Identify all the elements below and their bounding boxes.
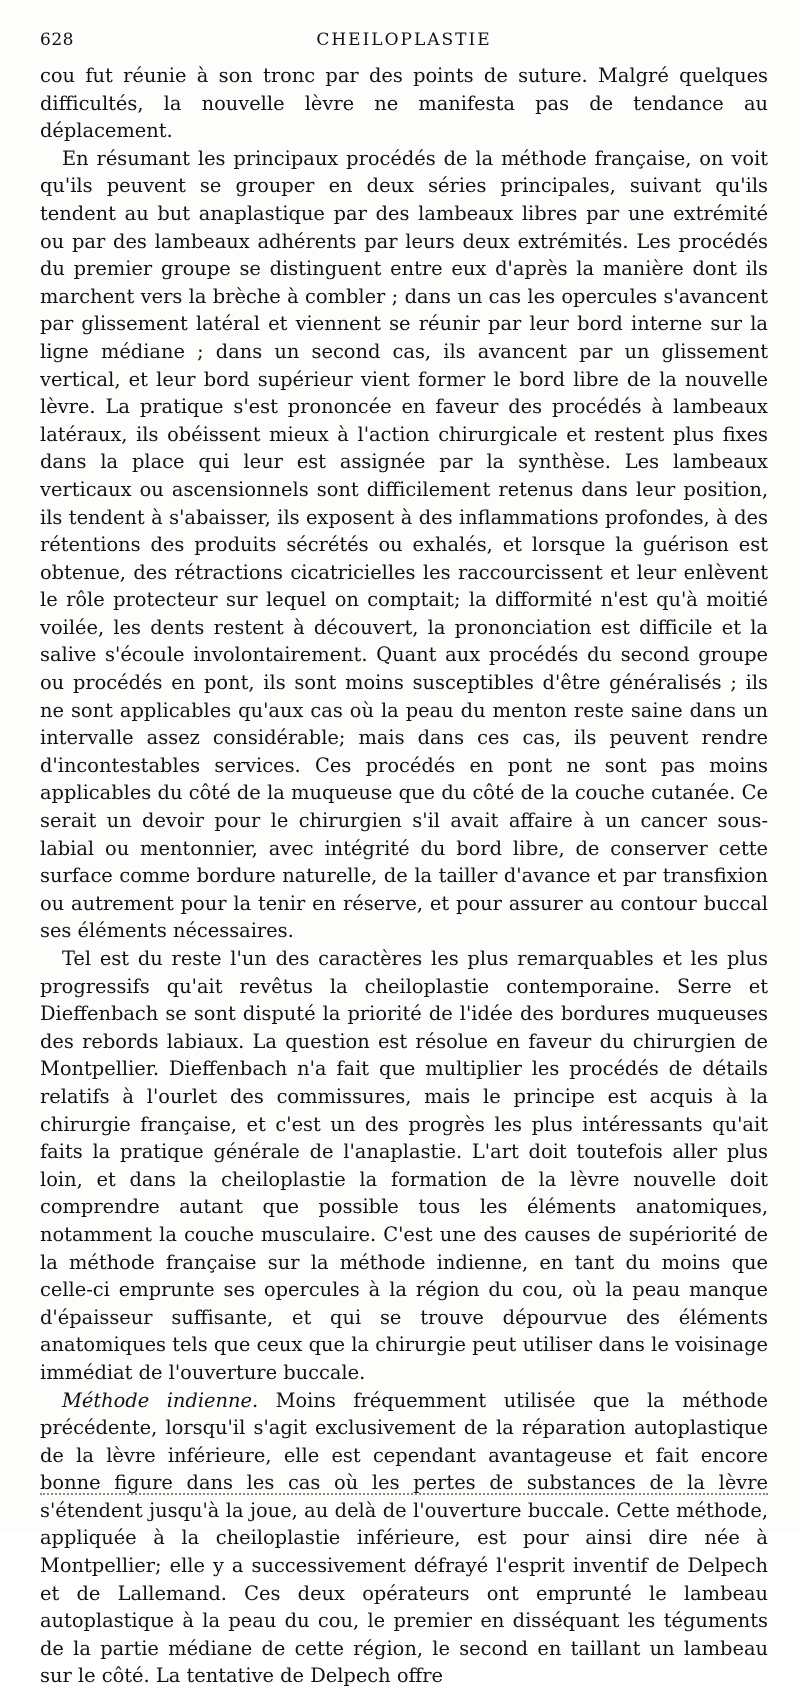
paragraph: Tel est du reste l'un des caractères les plus remarquables et les plus progressifs qu'ait revêtus la cheiloplastie contemporaine. Serre et Dieffenbach se sont disputé la priorité de l'idée des bordures muqueuses des rebords labiaux. La question est résolue en faveur du chirurgien de Montpellier. Dieffenbach n'a fait que multiplier les procédés de détails relatifs à l'ourlet des commissures, mais le principe est acquis à la chirurgie française, et c'est un des progrès les plus intéressants qu'ait faits la pratique générale de l'anaplastie. L'art doit toutefois aller plus loin, et dans la cheiloplastie la formation de la lèvre nouvelle doit comprendre autant que possible tous les éléments anatomiques, notamment la couche musculaire. C'est une des causes de supériorité de la méthode française sur la méthode indienne, en tant du moins que celle-ci emprunte ses opercules à la région du cou, où la peau manque d'épaisseur suffisante, et qui se trouve dépourvue des éléments anatomiques tels que ceux que la chirurgie peut utiliser dans le voisinage immédiat de l'ouverture buccale. — [40, 945, 768, 1387]
page-number: 628 — [40, 30, 74, 50]
page-header — [40, 30, 768, 60]
paragraph: cou fut réunie à son tronc par des points de suture. Malgré quelques difficultés, la nouvelle lèvre ne manifesta pas de tendance au déplacement. — [40, 62, 768, 145]
section-heading: Méthode indienne. — [62, 1389, 258, 1412]
body-text — [40, 62, 768, 1690]
footer-rule — [40, 1493, 768, 1495]
running-title: CHEILOPLASTIE — [40, 30, 768, 50]
paragraph: En résumant les principaux procédés de la méthode française, on voit qu'ils peuvent se grouper en deux séries principales, suivant qu'ils tendent au but anaplastique par des lambeaux libres par une extrémité ou par des lambeaux adhérents par leurs deux extrémités. Les procédés du premier groupe se distinguent entre eux d'après la manière dont ils marchent vers la brèche à combler ; dans un cas les opercules s'avancent par glissement latéral et viennent se réunir par leur bord interne sur la ligne médiane ; dans un second cas, ils avancent par un glissement vertical, et leur bord supérieur vient former le bord libre de la nouvelle lèvre. La pratique s'est prononcée en faveur des procédés à lambeaux latéraux, ils obéissent mieux à l'action chirurgicale et restent plus fixes dans la place qui leur est assignée par la synthèse. Les lambeaux verticaux ou ascensionnels sont difficilement retenus dans leur position, ils tendent à s'abaisser, ils exposent à des inflammations profondes, à des rétentions des produits sécrétés ou exhalés, et lorsque la guérison est obtenue, des rétractions cicatricielles les raccourcissent et leur enlèvent le rôle protecteur sur lequel on comptait; la difformité n'est qu'à moitié voilée, les dents restent à découvert, la prononciation est difficile et la salive s'écoule involontairement. Quant aux procédés du second groupe ou procédés en pont, ils sont moins susceptibles d'être généralisés ; ils ne sont applicables qu'aux cas où la peau du menton reste saine dans un intervalle assez considérable; mais dans ces cas, ils peuvent rendre d'incontestables services. Ces procédés en pont ne sont pas moins applicables du côté de la muqueuse que du côté de la couche cutanée. Ce serait un devoir pour le chirurgien s'il avait affaire à un cancer sous-labial ou mentonnier, avec intégrité du bord libre, de conserver cette surface comme bordure naturelle, de la tailler d'avance et par transfixion ou autrement pour la tenir en réserve, et pour assurer au contour buccal ses éléments nécessaires. — [40, 145, 768, 945]
paragraph — [40, 1387, 768, 1690]
paragraph-text: Moins fréquemment utilisée que la méthode précédente, lorsqu'il s'agit exclusivement de la réparation autoplastique de la lèvre inférieure, elle est cependant avantageuse et fait encore bonne figure dans les cas où les pertes de substances de la lèvre s'étendent jusqu'à la joue, au delà de l'ouverture buccale. Cette méthode, appliquée à la cheiloplastie inférieure, est pour ainsi dire née à Montpellier; elle y a successivement défrayé l'esprit inventif de Delpech et de Lallemand. Ces deux opérateurs ont emprunté le lambeau autoplastique à la peau du cou, le premier en disséquant les téguments de la partie médiane de cette région, le second en taillant un lambeau sur le côté. La tentative de Delpech offre — [40, 1389, 768, 1688]
